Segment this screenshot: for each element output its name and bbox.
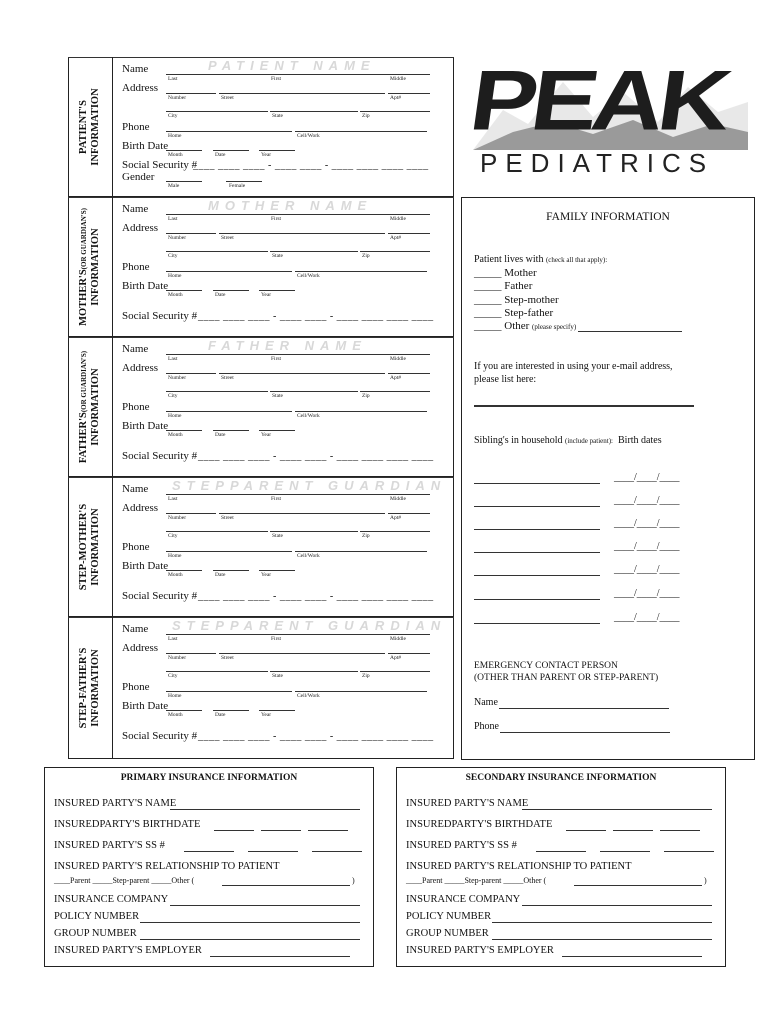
father-phone-label: Phone xyxy=(122,401,150,413)
patient-phone-label: Phone xyxy=(122,121,150,133)
secondary-insured-employer-label: INSURED PARTY'S EMPLOYER xyxy=(406,945,554,956)
option-other[interactable] xyxy=(474,320,576,332)
father-address-label: Address xyxy=(122,362,159,374)
option-mother[interactable]: _____ Mother xyxy=(474,267,537,279)
emergency-phone-label: Phone xyxy=(474,721,499,732)
father-last-sublabel: Last xyxy=(168,356,178,362)
primary-insurance-company-line[interactable] xyxy=(170,905,360,906)
primary-insured-employer-label: INSURED PARTY'S EMPLOYER xyxy=(54,945,202,956)
father-month-sublabel: Month xyxy=(168,432,183,438)
primary-policy-number-label: POLICY NUMBER xyxy=(54,911,140,922)
step-mother-address-apt-line[interactable] xyxy=(388,513,430,514)
primary-insurance-title: PRIMARY INSURANCE INFORMATION xyxy=(120,773,298,783)
step-mother-date-sublabel: Date xyxy=(215,572,226,578)
father-section-label-paren: (OR GUARDIAN'S) xyxy=(80,350,88,413)
step-mother-ssn-blanks[interactable]: ____ ____ ____ - ____ ____ - ____ ____ ____ ____ xyxy=(198,591,434,602)
step-father-birth-date-label: Birth Date xyxy=(122,700,169,712)
step-father-address-number-line[interactable] xyxy=(166,653,216,654)
step-mother-name-label: Name xyxy=(122,483,149,495)
siblings-label xyxy=(474,435,662,446)
patient-last-sublabel: Last xyxy=(168,76,178,82)
patient-phone-work-line[interactable] xyxy=(295,131,427,132)
step-father-phone-label: Phone xyxy=(122,681,150,693)
secondary-ss-blank-line[interactable] xyxy=(600,851,650,852)
father-birth-date-line[interactable] xyxy=(213,430,249,431)
patient-female-sublabel: Female xyxy=(229,183,246,189)
mother-ssn-blanks[interactable]: ____ ____ ____ - ____ ____ - ____ ____ ____ ____ xyxy=(198,311,434,322)
patient-address-number-line[interactable] xyxy=(166,93,216,94)
step-father-section-label-title: STEP-FATHER'S xyxy=(78,647,89,729)
secondary-insured-name-label: INSURED PARTY'S NAME xyxy=(406,798,529,809)
email-text-2: please list here: xyxy=(474,374,537,385)
step-mother-birth-date-label: Birth Date xyxy=(122,560,169,572)
step-father-zip-sublabel: Zip xyxy=(362,673,370,679)
step-father-name-line[interactable] xyxy=(166,634,430,635)
secondary-birthdate-blank-line[interactable] xyxy=(566,830,606,831)
mother-zip-sublabel: Zip xyxy=(362,253,370,259)
step-father-state-line[interactable] xyxy=(270,671,358,672)
step-mother-birth-date-line[interactable] xyxy=(213,570,249,571)
patient-birth-date-label: Birth Date xyxy=(122,140,169,152)
primary-insured-name-label: INSURED PARTY'S NAME xyxy=(54,798,177,809)
step-father-last-sublabel: Last xyxy=(168,636,178,642)
patient-month-sublabel: Month xyxy=(168,152,183,158)
mother-column-separator xyxy=(112,197,113,337)
step-father-city-line[interactable] xyxy=(166,671,268,672)
birth-dates-label: Birth dates xyxy=(618,435,662,446)
secondary-policy-number-label: POLICY NUMBER xyxy=(406,911,492,922)
option-step-father[interactable]: _____ Step-father xyxy=(474,307,554,319)
step-father-address-apt-line[interactable] xyxy=(388,653,430,654)
primary-relationship-other-line[interactable] xyxy=(222,885,350,886)
step-mother-zip-line[interactable] xyxy=(360,531,430,532)
patient-street-sublabel: Street xyxy=(221,95,234,101)
step-mother-address-label: Address xyxy=(122,502,159,514)
secondary-insured-birthdate-label: INSUREDPARTY'S BIRTHDATE xyxy=(406,819,553,830)
option-father[interactable]: _____ Father xyxy=(474,280,533,292)
sibling-name-line[interactable] xyxy=(474,529,600,530)
step-mother-watermark: STEPPARENT GUARDIAN xyxy=(172,478,447,493)
secondary-relationship-options[interactable]: ____Parent _____Step-parent _____Other ( xyxy=(406,876,547,885)
father-home-sublabel: Home xyxy=(168,413,182,419)
email-text-1: If you are interested in using your e-mail address, xyxy=(474,361,673,372)
patient-birth-month-line[interactable] xyxy=(166,150,202,151)
mother-section-label xyxy=(78,202,102,332)
sibling-birth-date-blank[interactable]: ____/____/____ xyxy=(614,612,680,623)
step-mother-section-label-title: STEP-MOTHER'S xyxy=(78,503,89,591)
primary-relationship-options[interactable]: ____Parent _____Step-parent _____Other ( xyxy=(54,876,195,885)
step-father-address-label: Address xyxy=(122,642,159,654)
mother-first-sublabel: First xyxy=(271,216,282,222)
father-cellwork-sublabel: Cell/Work xyxy=(297,413,320,419)
step-father-zip-line[interactable] xyxy=(360,671,430,672)
sibling-birth-date-blank[interactable]: ____/____/____ xyxy=(614,495,680,506)
primary-insured-birthdate-label: INSUREDPARTY'S BIRTHDATE xyxy=(54,819,201,830)
patient-zip-sublabel: Zip xyxy=(362,113,370,119)
primary-group-number-line[interactable] xyxy=(140,939,360,940)
sibling-name-line[interactable] xyxy=(474,599,600,600)
father-address-apt-line[interactable] xyxy=(388,373,430,374)
lives-with-text: Patient lives with xyxy=(474,254,544,265)
step-father-street-sublabel: Street xyxy=(221,655,234,661)
mother-phone-work-line[interactable] xyxy=(295,271,427,272)
mother-address-number-line[interactable] xyxy=(166,233,216,234)
emergency-name-line[interactable] xyxy=(499,708,669,709)
step-father-city-sublabel: City xyxy=(168,673,178,679)
primary-birthdate-blank-line[interactable] xyxy=(261,830,301,831)
mother-cellwork-sublabel: Cell/Work xyxy=(297,273,320,279)
father-street-sublabel: Street xyxy=(221,375,234,381)
primary-ss-blank-line[interactable] xyxy=(248,851,298,852)
patient-state-line[interactable] xyxy=(270,111,358,112)
mother-zip-line[interactable] xyxy=(360,251,430,252)
secondary-insurance-company-line[interactable] xyxy=(522,905,712,906)
father-year-sublabel: Year xyxy=(261,432,272,438)
step-mother-birth-year-line[interactable] xyxy=(259,570,295,571)
step-mother-city-line[interactable] xyxy=(166,531,268,532)
step-father-ssn-label: Social Security # xyxy=(122,730,198,742)
step-mother-name-line[interactable] xyxy=(166,494,430,495)
mother-state-sublabel: State xyxy=(272,253,283,259)
step-mother-column-separator xyxy=(112,477,113,617)
secondary-policy-number-line[interactable] xyxy=(492,922,712,923)
step-mother-section-label-main xyxy=(78,482,90,612)
father-section-label-title: FATHER'S xyxy=(78,412,89,464)
step-mother-month-sublabel: Month xyxy=(168,572,183,578)
secondary-relationship-close-paren: ) xyxy=(704,876,707,885)
father-ssn-blanks[interactable]: ____ ____ ____ - ____ ____ - ____ ____ ____ ____ xyxy=(198,451,434,462)
patient-birth-year-line[interactable] xyxy=(259,150,295,151)
step-father-year-sublabel: Year xyxy=(261,712,272,718)
step-mother-phone-work-line[interactable] xyxy=(295,551,427,552)
emergency-title-2: (OTHER THAN PARENT OR STEP-PARENT) xyxy=(474,673,659,683)
step-father-month-sublabel: Month xyxy=(168,712,183,718)
sibling-birth-date-blank[interactable]: ____/____/____ xyxy=(614,588,680,599)
sibling-birth-date-blank[interactable]: ____/____/____ xyxy=(614,541,680,552)
step-father-phone-work-line[interactable] xyxy=(295,691,427,692)
father-apt-sublabel: Apt# xyxy=(390,375,401,381)
father-first-sublabel: First xyxy=(271,356,282,362)
step-father-section-label-main xyxy=(78,623,90,753)
mother-city-sublabel: City xyxy=(168,253,178,259)
patient-date-sublabel: Date xyxy=(215,152,226,158)
step-father-address-street-line[interactable] xyxy=(219,653,385,654)
patient-section-label-second: INFORMATION xyxy=(90,88,101,166)
lives-with-label xyxy=(474,254,607,265)
father-ssn-label: Social Security # xyxy=(122,450,198,462)
secondary-insured-ss-label: INSURED PARTY'S SS # xyxy=(406,840,517,851)
step-father-column-separator xyxy=(112,617,113,759)
step-mother-year-sublabel: Year xyxy=(261,572,272,578)
mother-month-sublabel: Month xyxy=(168,292,183,298)
step-father-birth-year-line[interactable] xyxy=(259,710,295,711)
patient-gender-male-line[interactable] xyxy=(166,181,202,182)
patient-address-apt-line[interactable] xyxy=(388,93,430,94)
father-name-line[interactable] xyxy=(166,354,430,355)
mother-address-street-line[interactable] xyxy=(219,233,385,234)
step-father-state-sublabel: State xyxy=(272,673,283,679)
sibling-birth-date-blank[interactable]: ____/____/____ xyxy=(614,564,680,575)
mother-number-sublabel: Number xyxy=(168,235,187,241)
sibling-name-line[interactable] xyxy=(474,575,600,576)
step-mother-cellwork-sublabel: Cell/Work xyxy=(297,553,320,559)
step-father-first-sublabel: First xyxy=(271,636,282,642)
mother-date-sublabel: Date xyxy=(215,292,226,298)
patient-apt-sublabel: Apt# xyxy=(390,95,401,101)
patient-male-sublabel: Male xyxy=(168,183,180,189)
patient-state-sublabel: State xyxy=(272,113,283,119)
option-step-mother[interactable]: _____ Step-mother xyxy=(474,294,559,306)
step-mother-zip-sublabel: Zip xyxy=(362,533,370,539)
patient-address-street-line[interactable] xyxy=(219,93,385,94)
secondary-insurance-company-label: INSURANCE COMPANY xyxy=(406,894,521,905)
patient-gender-female-line[interactable] xyxy=(226,181,262,182)
step-father-name-label: Name xyxy=(122,623,149,635)
patient-section-label-title: PATIENT'S xyxy=(78,100,89,154)
primary-ss-blank-line[interactable] xyxy=(184,851,234,852)
primary-insured-name-line[interactable] xyxy=(170,809,360,810)
patient-ssn-label: Social Security # xyxy=(122,159,198,171)
option-other-text: _____ Other xyxy=(474,320,530,332)
mother-name-label: Name xyxy=(122,203,149,215)
step-mother-ssn-label: Social Security # xyxy=(122,590,198,602)
primary-ss-blank-line[interactable] xyxy=(312,851,362,852)
mother-state-line[interactable] xyxy=(270,251,358,252)
mother-apt-sublabel: Apt# xyxy=(390,235,401,241)
secondary-group-number-label: GROUP NUMBER xyxy=(406,928,489,939)
secondary-relationship-label: INSURED PARTY'S RELATIONSHIP TO PATIENT xyxy=(406,861,632,872)
father-middle-sublabel: Middle xyxy=(390,356,406,362)
patient-zip-line[interactable] xyxy=(360,111,430,112)
mother-address-label: Address xyxy=(122,222,159,234)
patient-gender-label: Gender xyxy=(122,171,155,183)
sibling-birth-date-blank[interactable]: ____/____/____ xyxy=(614,472,680,483)
primary-group-number-label: GROUP NUMBER xyxy=(54,928,137,939)
step-father-home-sublabel: Home xyxy=(168,693,182,699)
father-number-sublabel: Number xyxy=(168,375,187,381)
patient-birth-date-line[interactable] xyxy=(213,150,249,151)
secondary-ss-blank-line[interactable] xyxy=(664,851,714,852)
father-watermark: FATHER NAME xyxy=(208,338,367,353)
step-father-date-sublabel: Date xyxy=(215,712,226,718)
step-mother-last-sublabel: Last xyxy=(168,496,178,502)
step-mother-home-sublabel: Home xyxy=(168,553,182,559)
patient-watermark: PATIENT NAME xyxy=(208,58,376,73)
mother-watermark: MOTHER NAME xyxy=(208,198,373,213)
father-birth-month-line[interactable] xyxy=(166,430,202,431)
patient-cellwork-sublabel: Cell/Work xyxy=(297,133,320,139)
email-input-line[interactable] xyxy=(474,405,694,407)
father-birth-date-label: Birth Date xyxy=(122,420,169,432)
primary-birthdate-blank-line[interactable] xyxy=(214,830,254,831)
mother-year-sublabel: Year xyxy=(261,292,272,298)
mother-ssn-label: Social Security # xyxy=(122,310,198,322)
patient-section-label xyxy=(78,62,102,192)
logo-pediatrics-text: PEDIATRICS xyxy=(480,148,715,178)
step-father-ssn-blanks[interactable]: ____ ____ ____ - ____ ____ - ____ ____ ____ ____ xyxy=(198,731,434,742)
patient-middle-sublabel: Middle xyxy=(390,76,406,82)
step-mother-birth-month-line[interactable] xyxy=(166,570,202,571)
step-mother-section-label xyxy=(78,482,102,612)
father-zip-line[interactable] xyxy=(360,391,430,392)
mother-section-label-main xyxy=(78,202,90,332)
primary-insured-ss-label: INSURED PARTY'S SS # xyxy=(54,840,165,851)
step-mother-number-sublabel: Number xyxy=(168,515,187,521)
step-mother-street-sublabel: Street xyxy=(221,515,234,521)
secondary-insured-name-line[interactable] xyxy=(522,809,712,810)
father-section-label-main xyxy=(78,342,90,472)
mother-birth-year-line[interactable] xyxy=(259,290,295,291)
sibling-name-line[interactable] xyxy=(474,483,600,484)
father-address-number-line[interactable] xyxy=(166,373,216,374)
patient-name-label: Name xyxy=(122,63,149,75)
father-birth-year-line[interactable] xyxy=(259,430,295,431)
emergency-title-1: EMERGENCY CONTACT PERSON xyxy=(474,661,618,671)
father-zip-sublabel: Zip xyxy=(362,393,370,399)
patient-name-line[interactable] xyxy=(166,74,430,75)
step-father-watermark: STEPPARENT GUARDIAN xyxy=(172,618,447,633)
step-father-section-label-second: INFORMATION xyxy=(90,649,101,727)
option-other-note: (please specify) xyxy=(532,323,577,331)
mother-street-sublabel: Street xyxy=(221,235,234,241)
emergency-name-label: Name xyxy=(474,697,498,708)
father-date-sublabel: Date xyxy=(215,432,226,438)
step-mother-state-line[interactable] xyxy=(270,531,358,532)
step-father-phone-home-line[interactable] xyxy=(166,691,292,692)
patient-city-line[interactable] xyxy=(166,111,268,112)
secondary-relationship-other-line[interactable] xyxy=(574,885,702,886)
father-column-separator xyxy=(112,337,113,477)
sibling-name-line[interactable] xyxy=(474,506,600,507)
secondary-insured-employer-line[interactable] xyxy=(562,956,702,957)
patient-phone-home-line[interactable] xyxy=(166,131,292,132)
patient-number-sublabel: Number xyxy=(168,95,187,101)
patient-address-label: Address xyxy=(122,82,159,94)
mother-middle-sublabel: Middle xyxy=(390,216,406,222)
secondary-birthdate-blank-line[interactable] xyxy=(613,830,653,831)
sibling-name-line[interactable] xyxy=(474,552,600,553)
father-name-label: Name xyxy=(122,343,149,355)
father-phone-work-line[interactable] xyxy=(295,411,427,412)
patient-column-separator xyxy=(112,57,113,197)
step-mother-city-sublabel: City xyxy=(168,533,178,539)
step-father-middle-sublabel: Middle xyxy=(390,636,406,642)
mother-phone-label: Phone xyxy=(122,261,150,273)
patient-year-sublabel: Year xyxy=(261,152,272,158)
mother-birth-date-label: Birth Date xyxy=(122,280,169,292)
mother-city-line[interactable] xyxy=(166,251,268,252)
secondary-insurance-title: SECONDARY INSURANCE INFORMATION xyxy=(465,773,657,783)
mother-address-apt-line[interactable] xyxy=(388,233,430,234)
primary-birthdate-blank-line[interactable] xyxy=(308,830,348,831)
secondary-birthdate-blank-line[interactable] xyxy=(660,830,700,831)
step-father-cellwork-sublabel: Cell/Work xyxy=(297,693,320,699)
primary-policy-number-line[interactable] xyxy=(140,922,360,923)
father-city-sublabel: City xyxy=(168,393,178,399)
step-mother-phone-label: Phone xyxy=(122,541,150,553)
family-title: FAMILY INFORMATION xyxy=(546,211,670,223)
step-mother-middle-sublabel: Middle xyxy=(390,496,406,502)
other-specify-line[interactable] xyxy=(578,331,682,332)
primary-relationship-label: INSURED PARTY'S RELATIONSHIP TO PATIENT xyxy=(54,861,280,872)
mother-section-label-title: MOTHER'S xyxy=(78,269,89,326)
father-phone-home-line[interactable] xyxy=(166,411,292,412)
father-section-label-second: INFORMATION xyxy=(90,368,101,446)
father-state-sublabel: State xyxy=(272,393,283,399)
mother-birth-month-line[interactable] xyxy=(166,290,202,291)
sibling-name-line[interactable] xyxy=(474,623,600,624)
primary-insurance-company-label: INSURANCE COMPANY xyxy=(54,894,169,905)
patient-city-sublabel: City xyxy=(168,113,178,119)
step-mother-address-street-line[interactable] xyxy=(219,513,385,514)
patient-first-sublabel: First xyxy=(271,76,282,82)
step-mother-phone-home-line[interactable] xyxy=(166,551,292,552)
mother-section-label-second: INFORMATION xyxy=(90,228,101,306)
patient-ssn-blanks[interactable]: ____ ____ ____ - ____ ____ - ____ ____ ____ ____ xyxy=(193,160,429,171)
father-state-line[interactable] xyxy=(270,391,358,392)
step-mother-section-label-second: INFORMATION xyxy=(90,508,101,586)
step-mother-address-number-line[interactable] xyxy=(166,513,216,514)
siblings-note: (include patient): xyxy=(564,437,613,445)
father-section-label xyxy=(78,342,102,472)
mother-birth-date-line[interactable] xyxy=(213,290,249,291)
step-father-section-label xyxy=(78,623,102,753)
step-father-number-sublabel: Number xyxy=(168,655,187,661)
father-city-line[interactable] xyxy=(166,391,268,392)
step-father-birth-month-line[interactable] xyxy=(166,710,202,711)
mother-last-sublabel: Last xyxy=(168,216,178,222)
step-father-apt-sublabel: Apt# xyxy=(390,655,401,661)
step-mother-apt-sublabel: Apt# xyxy=(390,515,401,521)
logo-peak-text: PEAK xyxy=(464,52,732,149)
mother-name-line[interactable] xyxy=(166,214,430,215)
step-father-birth-date-line[interactable] xyxy=(213,710,249,711)
siblings-text: Sibling's in household xyxy=(474,435,563,446)
emergency-phone-line[interactable] xyxy=(500,732,670,733)
primary-relationship-close-paren: ) xyxy=(352,876,355,885)
patient-section-label-main xyxy=(78,62,90,192)
primary-insured-employer-line[interactable] xyxy=(210,956,350,957)
secondary-group-number-line[interactable] xyxy=(492,939,712,940)
mother-phone-home-line[interactable] xyxy=(166,271,292,272)
sibling-birth-date-blank[interactable]: ____/____/____ xyxy=(614,518,680,529)
mother-home-sublabel: Home xyxy=(168,273,182,279)
father-address-street-line[interactable] xyxy=(219,373,385,374)
lives-with-note: (check all that apply): xyxy=(545,256,608,264)
step-mother-state-sublabel: State xyxy=(272,533,283,539)
mother-section-label-paren: (OR GUARDIAN'S) xyxy=(80,208,88,270)
patient-home-sublabel: Home xyxy=(168,133,182,139)
step-mother-first-sublabel: First xyxy=(271,496,282,502)
secondary-ss-blank-line[interactable] xyxy=(536,851,586,852)
